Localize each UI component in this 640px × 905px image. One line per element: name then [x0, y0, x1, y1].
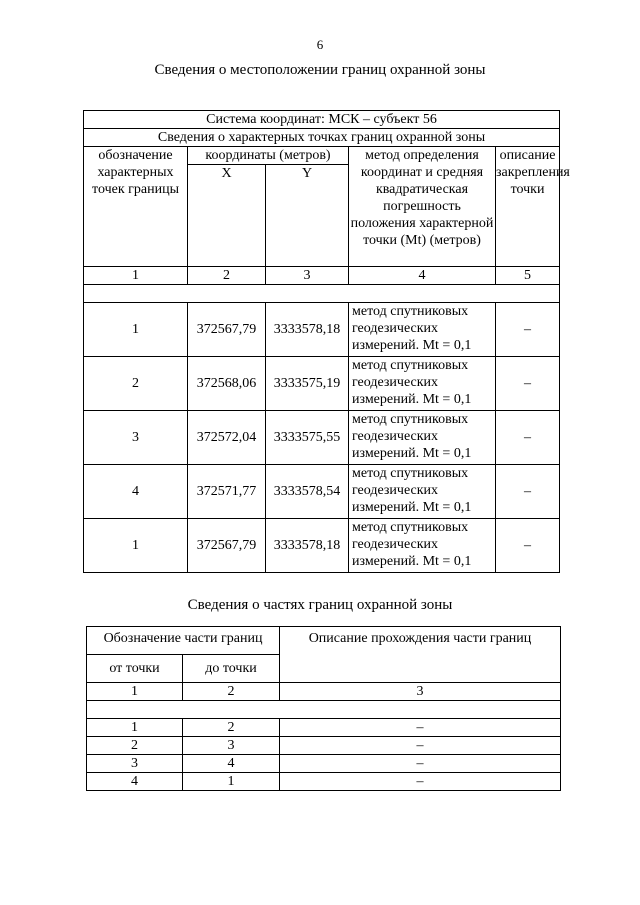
coord-x: 372571,77	[188, 465, 266, 519]
table-row	[87, 755, 561, 773]
col-number: 1	[84, 267, 188, 285]
to-point: 4	[183, 755, 280, 773]
boundary-parts-table	[86, 626, 561, 791]
col-y-header: Y	[266, 165, 349, 267]
col-number: 3	[266, 267, 349, 285]
table-row	[87, 773, 561, 791]
col-part-description-header: Описание прохождения части границ	[280, 627, 561, 683]
coord-x: 372567,79	[188, 303, 266, 357]
col-method-header: метод определения координат и средняя квадратическая погрешность положения характерной точки (Mt) (метров)	[349, 147, 496, 267]
point-number: 4	[84, 465, 188, 519]
col-part-designation-header: Обозначение части границ	[87, 627, 280, 655]
col-number: 4	[349, 267, 496, 285]
coord-x: 372567,79	[188, 519, 266, 573]
part-description: –	[280, 719, 561, 737]
coord-x: 372568,06	[188, 357, 266, 411]
coord-system-header: Система координат: МСК – субъект 56	[84, 111, 560, 129]
col-number: 3	[280, 683, 561, 701]
col-number: 2	[183, 683, 280, 701]
point-description: –	[496, 303, 560, 357]
from-point: 3	[87, 755, 183, 773]
coord-y: 3333578,18	[266, 519, 349, 573]
col-number: 5	[496, 267, 560, 285]
part-description: –	[280, 755, 561, 773]
from-point: 1	[87, 719, 183, 737]
method-text: метод спутниковых геодезических измерений. Mt = 0,1	[349, 303, 496, 357]
method-text: метод спутниковых геодезических измерений. Mt = 0,1	[349, 465, 496, 519]
point-number: 1	[84, 303, 188, 357]
to-point: 3	[183, 737, 280, 755]
part-description: –	[280, 737, 561, 755]
part-description: –	[280, 773, 561, 791]
section-title-parts: Сведения о частях границ охранной зоны	[187, 597, 453, 613]
table-row	[84, 303, 560, 357]
coord-y: 3333578,18	[266, 303, 349, 357]
point-number: 1	[84, 519, 188, 573]
point-description: –	[496, 411, 560, 465]
col-designation-header: обозначение характерных точек границы	[84, 147, 188, 267]
table-row	[84, 357, 560, 411]
table-row	[84, 519, 560, 573]
separator-row	[87, 701, 561, 719]
point-number: 3	[84, 411, 188, 465]
table-row	[87, 719, 561, 737]
section-title-location: Сведения о местоположении границ охранной зоны	[154, 62, 486, 78]
col-coordinates-header: координаты (метров)	[188, 147, 349, 165]
col-description-header: описание закрепления точки	[496, 147, 560, 267]
coord-y: 3333575,55	[266, 411, 349, 465]
coord-x: 372572,04	[188, 411, 266, 465]
points-table-subtitle: Сведения о характерных точках границ охранной зоны	[84, 129, 560, 147]
col-from-header: от точки	[87, 655, 183, 683]
to-point: 2	[183, 719, 280, 737]
table-row	[84, 465, 560, 519]
to-point: 1	[183, 773, 280, 791]
point-number: 2	[84, 357, 188, 411]
col-number: 2	[188, 267, 266, 285]
table-row	[84, 411, 560, 465]
col-to-header: до точки	[183, 655, 280, 683]
from-point: 4	[87, 773, 183, 791]
method-text: метод спутниковых геодезических измерений. Mt = 0,1	[349, 411, 496, 465]
characteristic-points-table	[83, 110, 570, 573]
point-description: –	[496, 357, 560, 411]
method-text: метод спутниковых геодезических измерений. Mt = 0,1	[349, 357, 496, 411]
page-number: 6	[316, 37, 324, 52]
col-number: 1	[87, 683, 183, 701]
table-row	[87, 737, 561, 755]
coord-y: 3333575,19	[266, 357, 349, 411]
from-point: 2	[87, 737, 183, 755]
method-text: метод спутниковых геодезических измерений. Mt = 0,1	[349, 519, 496, 573]
point-description: –	[496, 519, 560, 573]
point-description: –	[496, 465, 560, 519]
col-x-header: X	[188, 165, 266, 267]
coord-y: 3333578,54	[266, 465, 349, 519]
separator-row	[84, 285, 560, 303]
